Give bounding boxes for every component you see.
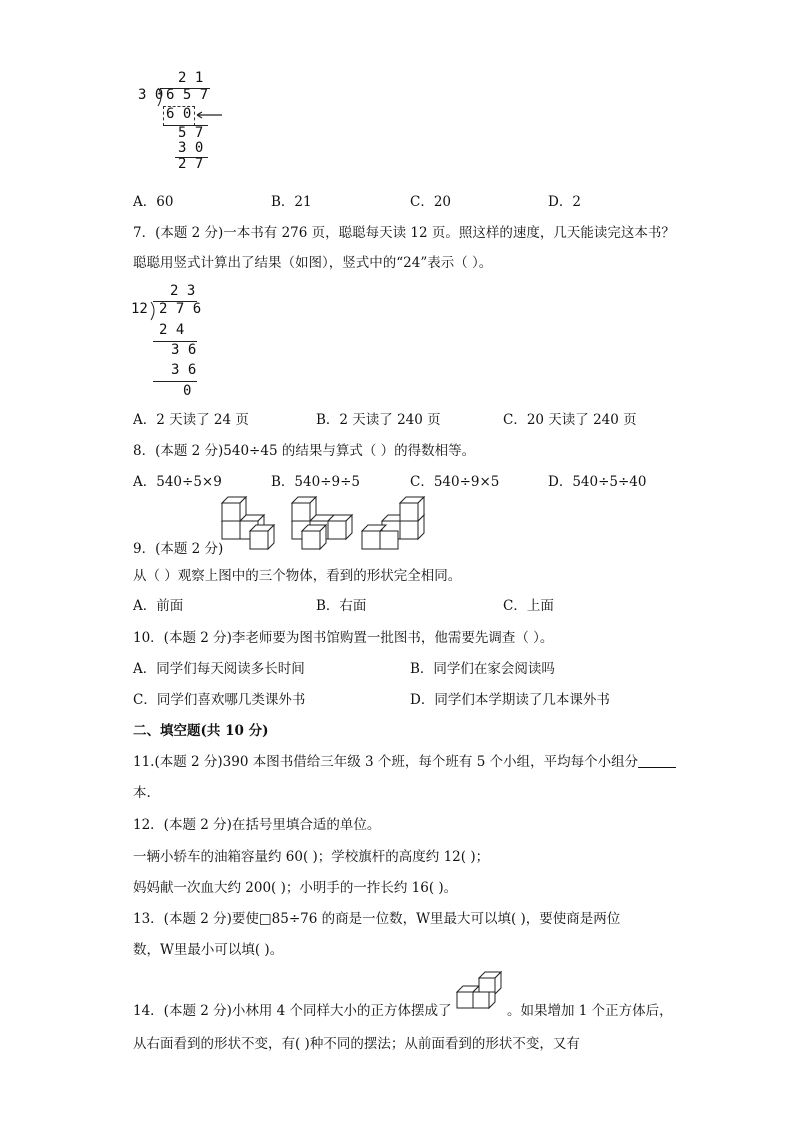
q7-step3: 3 6 <box>171 362 197 378</box>
q14-line2: 从右面看到的形状不变，有( )种不同的摆法；从前面看到的形状不变，又有 <box>133 1036 580 1052</box>
q10-option-a[interactable]: A．同学们每天阅读多长时间 <box>133 661 305 677</box>
q13-line2: 数，W里最小可以填( )。 <box>133 942 284 958</box>
q10-option-c[interactable]: C．同学们喜欢哪几类课外书 <box>133 692 306 708</box>
q12-stem: 12．(本题 2 分)在括号里填合适的单位。 <box>133 817 381 833</box>
q9-option-a[interactable]: A．前面 <box>133 598 184 614</box>
q13-line1: 13．(本题 2 分)要使□85÷76 的商是一位数，W里最大可以填( )，要使商是两位 <box>133 911 621 927</box>
q6-option-b[interactable]: B．21 <box>271 194 312 210</box>
q14-line1-start: 14．(本题 2 分)小林用 4 个同样大小的正方体摆成了 <box>133 1003 452 1019</box>
q6-option-c[interactable]: C．20 <box>410 194 452 210</box>
q11-answer-blank[interactable] <box>638 753 676 768</box>
q6-quotient: 2 1 <box>178 70 204 86</box>
q10-stem: 10．(本题 2 分)李老师要为图书馆购置一批图书，他需要先调查（ ）。 <box>133 630 554 646</box>
division-bracket-icon <box>156 87 166 107</box>
q8-option-b[interactable]: B．540÷9÷5 <box>271 474 360 490</box>
arrow-left-icon <box>194 110 224 120</box>
q9-stem: 从（ ）观察上图中的三个物体，看到的形状完全相同。 <box>133 568 462 584</box>
q7-step1: 2 4 <box>159 322 185 338</box>
q6-divisor: 3 0 <box>138 87 164 103</box>
q12-line2: 妈妈献一次血大约 200( )；小明手的一拃长约 16( )。 <box>133 880 458 896</box>
q6-option-a[interactable]: A．60 <box>133 194 174 210</box>
q6-step3: 3 0 <box>178 140 204 156</box>
q11-stem-line2: 本. <box>133 785 151 801</box>
q12-line1: 一辆小轿车的油箱容量约 60( )；学校旗杆的高度约 12( )； <box>133 849 490 865</box>
q7-option-a[interactable]: A．2 天读了 24 页 <box>133 412 249 428</box>
q6-dividend: 6 5 7 <box>166 87 209 103</box>
q11-stem-text: 11.(本题 2 分)390 本图书借给三年级 3 个班，每个班有 5 个小组，平均每个小组分 <box>133 754 639 770</box>
q7-dividend: 2 7 6 <box>159 301 202 317</box>
q9-label: 9．(本题 2 分) <box>133 541 224 557</box>
cube-object-1 <box>222 497 274 549</box>
q7-step2: 3 6 <box>171 342 197 358</box>
q8-stem: 8．(本题 2 分)540÷45 的结果与算式（ ）的得数相等。 <box>133 443 476 459</box>
q7-option-c[interactable]: C．20 天读了 240 页 <box>503 412 637 428</box>
q7-option-b[interactable]: B．2 天读了 240 页 <box>316 412 441 428</box>
q6-step1: 6 0 <box>166 106 192 122</box>
q6-step2: 5 7 <box>178 125 204 141</box>
division-bracket-icon <box>149 301 159 321</box>
cube-arrangement-icon <box>455 976 507 1012</box>
q7-remainder: 0 <box>183 383 192 399</box>
q6-option-d[interactable]: D．2 <box>548 194 581 210</box>
q9-option-b[interactable]: B．右面 <box>316 598 367 614</box>
cube-object-2 <box>292 497 352 549</box>
q8-option-a[interactable]: A．540÷5×9 <box>133 474 222 490</box>
q10-option-d[interactable]: D．同学们本学期读了几本课外书 <box>410 692 610 708</box>
q7-divisor: 12 <box>131 301 148 317</box>
cube-object-3 <box>362 497 424 549</box>
q7-stem-line2: 聪聪用竖式计算出了结果（如图），竖式中的“24”表示（ ）。 <box>133 255 493 271</box>
q6-remainder: 2 7 <box>178 156 204 172</box>
q14-line1-end: 。如果增加 1 个正方体后， <box>507 1003 673 1019</box>
q7-stem-line1: 7．(本题 2 分)一本书有 276 页，聪聪每天读 12 页。照这样的速度，几天能读完这本书？ <box>133 225 675 241</box>
section-title: 二、填空题(共 10 分) <box>133 723 269 739</box>
q11-stem-line1 <box>133 753 676 771</box>
q8-option-c[interactable]: C．540÷9×5 <box>410 474 500 490</box>
q7-quotient: 2 3 <box>170 283 196 299</box>
q10-option-b[interactable]: B．同学们在家会阅读吗 <box>410 661 555 677</box>
cube-objects-figure <box>218 499 448 551</box>
q9-option-c[interactable]: C．上面 <box>503 598 554 614</box>
q8-option-d[interactable]: D．540÷5÷40 <box>548 474 647 490</box>
